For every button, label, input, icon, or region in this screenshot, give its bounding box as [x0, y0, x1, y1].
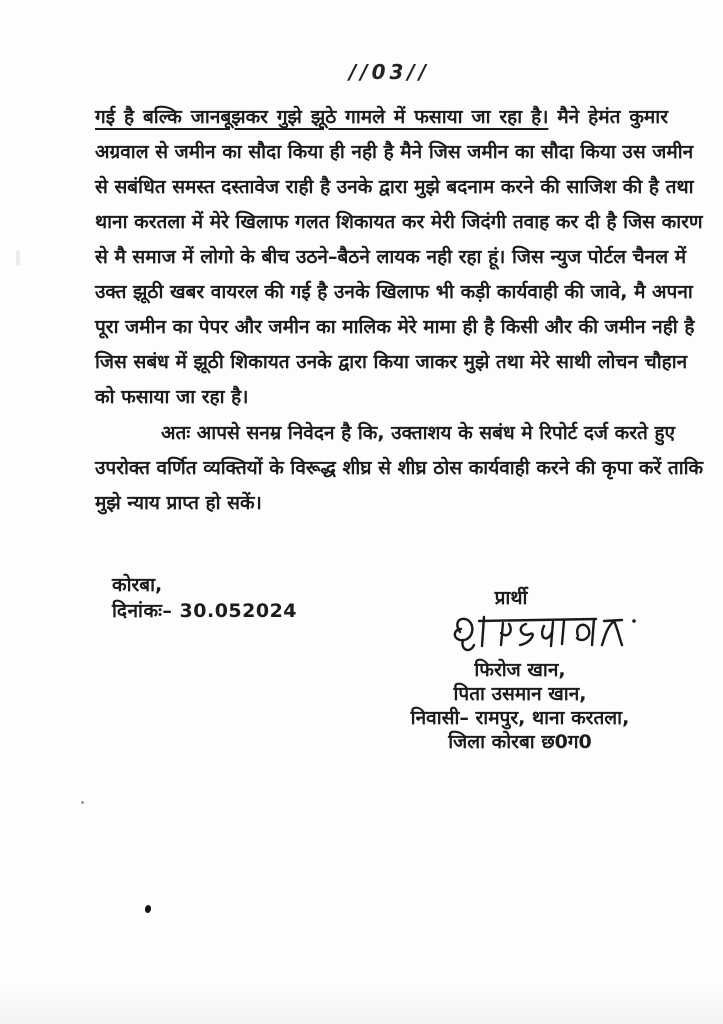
address-line: निवासी– रामपुर, थाना करतला,: [410, 707, 630, 729]
body-line-3: से सबंधित समस्त दस्तावेज राही है उनके द्वारा मुझे बदनाम करने की साजिश की है तथा: [95, 176, 694, 198]
scan-smudge-mark: [16, 250, 20, 266]
district-line: जिला कोरबा छ0ग0: [448, 731, 592, 753]
body-line-5: से मै समाज में लोगो के बीच उठने–बैठने लायक नही रहा हूं। जिस न्युज पोर्टल चैनल में: [95, 246, 687, 268]
page-number: //03//: [348, 60, 431, 84]
body-line-8: जिस सबंध में झूठी शिकायत उनके द्वारा किया जाकर मुझे तथा मेरे साथी लोचन चौहान: [95, 351, 688, 373]
body-line-6: उक्त झूठी खबर वायरल की गई है उनके खिलाफ भी कड़ी कार्यवाही की जावे, मै अपना: [95, 281, 693, 303]
place-date-block: [112, 572, 297, 624]
body-line-9: को फसाया जा रहा है।: [95, 386, 249, 408]
applicant-name: फिरोज खान,: [474, 659, 566, 681]
date-value: 30.052024: [179, 600, 298, 622]
paragraph-main: [95, 100, 703, 415]
applicant-block: [398, 586, 642, 754]
request-line-2: उपरोक्त वर्णित व्यक्तियों के विरूद्ध शीघ्र से शीघ्र ठोस कार्यवाही करने की कृपा करें ताकि: [95, 457, 704, 479]
paragraph-request: [95, 416, 704, 521]
body-line-4: थाना करतला में मेरे खिलाफ गलत शिकायत कर मेरी जिदंगी तवाह कर दी है जिस कारण: [95, 211, 703, 233]
place-text: कोरबा,: [112, 574, 163, 596]
body-line-1: [95, 100, 668, 135]
body-line-7: पूरा जमीन का पेपर और जमीन का मालिक मेरे मामा ही है किसी और की जमीन नही है: [95, 316, 695, 338]
body-line-2: अग्रवाल से जमीन का सौदा किया ही नही है मैने जिस जमीन का सौदा किया उस जमीन: [95, 141, 694, 163]
scan-dot-dark: [144, 904, 152, 913]
request-line-3: मुझे न्याय प्राप्त हो सकें।: [95, 492, 262, 514]
applicant-label: प्रार्थी: [494, 587, 528, 609]
father-name-line: पिता उसमान खान,: [453, 683, 587, 705]
request-line-1: अतः आपसे सनम्र निवेदन है कि, उक्ताशय के सबंध मे रिपोर्ट दर्ज करते हुए: [161, 422, 676, 444]
underlined-opening-text: गई है बल्कि जानबूझकर गुझे झूठे गामले में फसाया जा रहा है।: [95, 106, 549, 128]
handwritten-signature-icon: [446, 612, 642, 658]
date-line: [112, 598, 297, 624]
body-line-1-rest: मैने हेमंत कुमार: [548, 106, 668, 128]
date-label: दिनांकः–: [112, 600, 173, 622]
scan-dot-faint: [81, 801, 84, 804]
